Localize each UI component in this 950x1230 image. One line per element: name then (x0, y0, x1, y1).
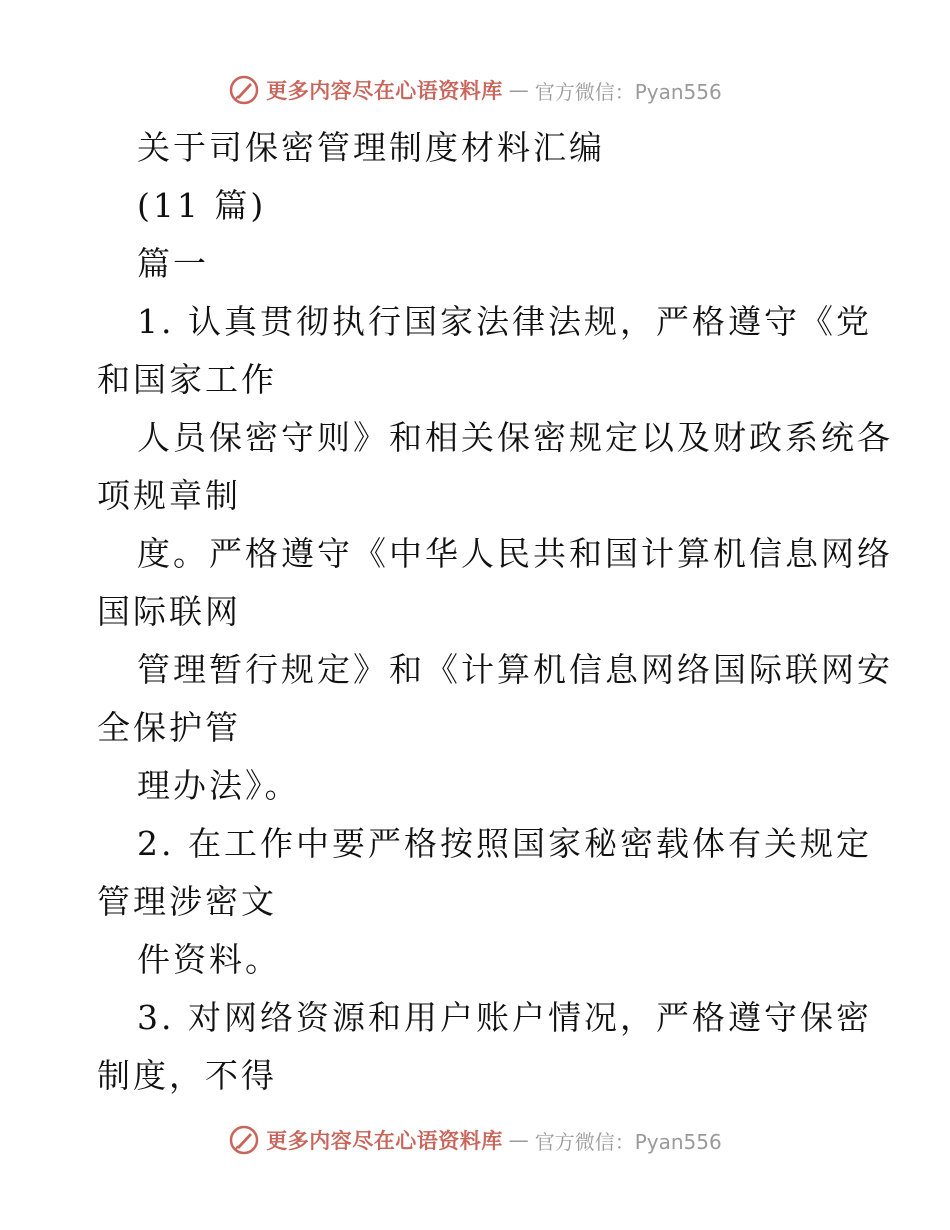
paragraph-line: 全保护管 (97, 708, 241, 747)
paragraph-line: 件资料。 (137, 940, 281, 979)
paragraph-line: 和国家工作 (97, 360, 277, 399)
watermark-contact: 官方微信：Pyan556 (534, 1129, 722, 1154)
paragraph-line: 3. 对网络资源和用户账户情况，严格遵守保密 (137, 998, 872, 1037)
watermark-contact: 官方微信：Pyan556 (534, 79, 722, 104)
paragraph-line: 管理暂行规定》和《计算机信息网络国际联网安 (137, 650, 893, 689)
paragraph-line: 管理涉密文 (97, 882, 277, 921)
quill-pen-logo-icon (228, 74, 260, 106)
paragraph-line: 2. 在工作中要严格按照国家秘密载体有关规定 (137, 824, 872, 863)
footer-watermark (0, 1120, 950, 1160)
watermark-brand: 更多内容尽在心语资料库 (266, 78, 503, 103)
paragraph-line: 1. 认真贯彻执行国家法律法规，严格遵守《党 (137, 302, 872, 341)
doc-subtitle: (11 篇) (137, 186, 267, 225)
paragraph-line: 度。严格遵守《中华人民共和国计算机信息网络 (137, 534, 893, 573)
paragraph-line: 项规章制 (97, 476, 241, 515)
header-watermark (0, 70, 950, 110)
quill-pen-logo-icon (228, 1124, 260, 1156)
watermark-separator: — (508, 1128, 529, 1152)
watermark-brand: 更多内容尽在心语资料库 (266, 1128, 503, 1153)
doc-title: 关于司保密管理制度材料汇编 (137, 128, 605, 167)
watermark-separator: — (508, 78, 529, 102)
paragraph-line: 人员保密守则》和相关保密规定以及财政系统各 (137, 418, 893, 457)
paragraph-line: 理办法》。 (137, 766, 301, 805)
section-heading: 篇一 (137, 244, 209, 283)
paragraph-line: 国际联网 (97, 592, 241, 631)
paragraph-line: 制度，不得 (97, 1056, 277, 1095)
